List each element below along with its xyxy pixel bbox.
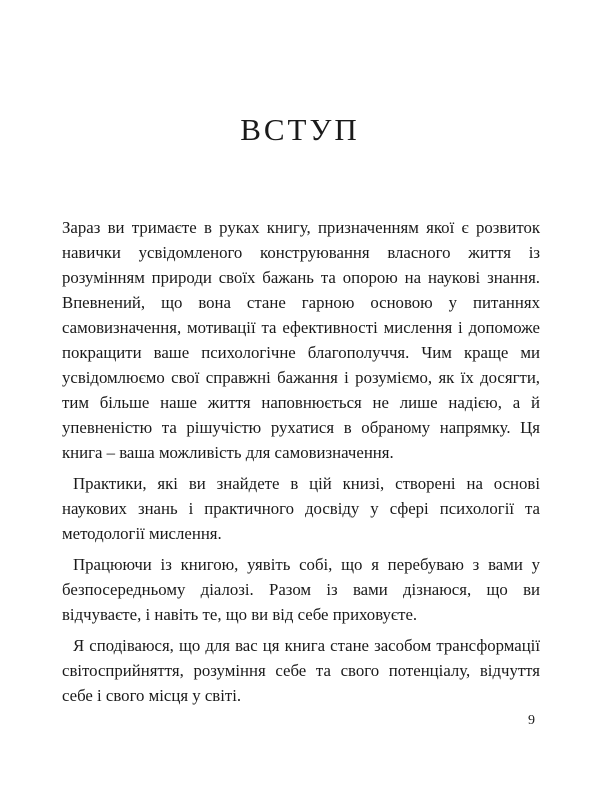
page-number: 9 [528,713,535,728]
paragraph-intro: Зараз ви тримаєте в руках книгу, призначенням якої є розвиток навички усвідомленого конструювання власного життя із розумінням природи своїх бажань та опорою на наукові знання. Впевнений, що вона стане гарною основою у питаннях самовизначення, мотивації та ефективності мислення і допоможе покращити ваше психологічне благополуччя. Чим краще ми усвідомлюємо свої справжні бажання і розуміємо, як їх досягти, тим більше наше життя наповнюється не лише надією, а й упевненістю та рішучістю рухатися в обраному напрямку. Ця книга – ваша можливість для самовизначення. [62,218,540,462]
body-text [62,215,540,714]
paragraph-hope: Я сподіваюся, що для вас ця книга стане засобом трансформації світосприйняття, розуміння себе та свого потенціалу, відчуття себе і свого місця у світі. [62,636,540,705]
paragraph-dialogue: Працюючи із книгою, уявіть собі, що я перебуваю з вами у безпосередньому діалозі. Разом із вами дізнаюся, що ви відчуваєте, і навіть те, що ви від себе приховуєте. [62,555,540,624]
paragraph-practices: Практики, які ви знайдете в цій книзі, створені на основі наукових знань і практичного досвіду у сфері психології та методології мислення. [62,474,540,543]
chapter-title: ВСТУП [240,112,360,147]
